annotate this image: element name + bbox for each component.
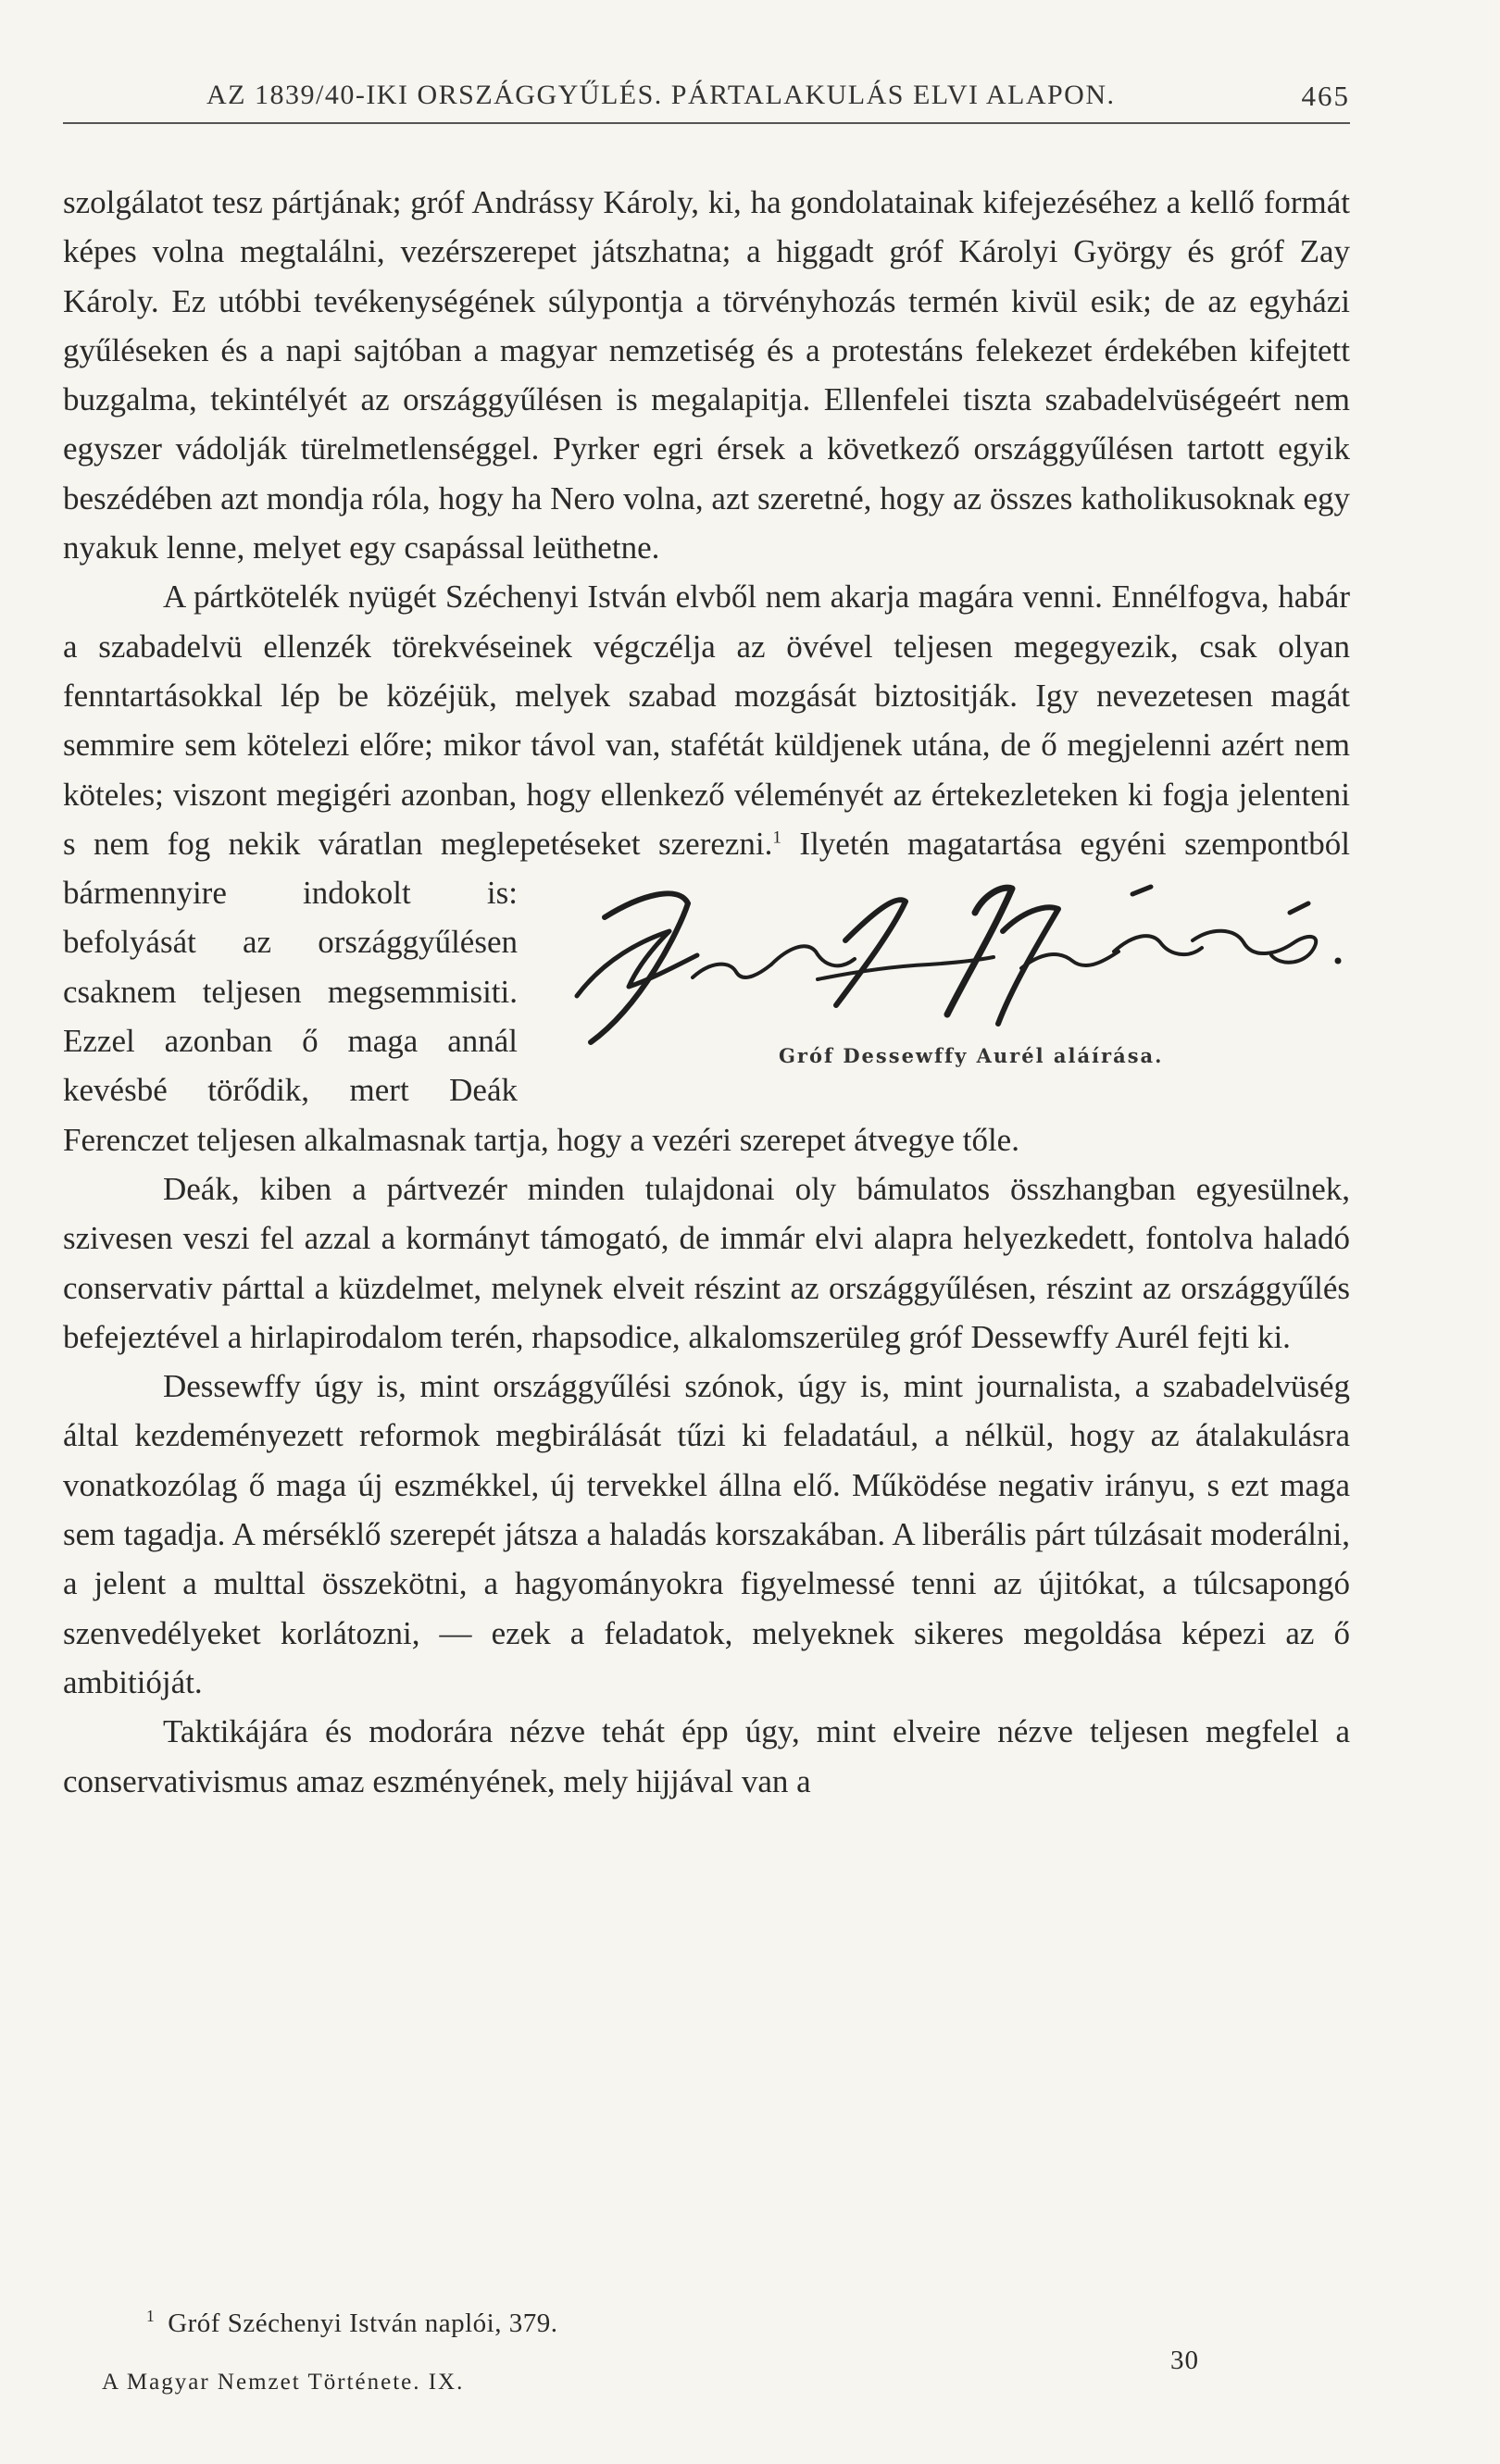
book-page [63,0,1350,2464]
signature-figure [540,876,1350,1098]
sheet-number: 30 [1170,2346,1199,2375]
paragraph-2-part-a: A pártkötelék nyügét Széchenyi István elvből nem akarja magára venni. Ennélfogva, habár a szabadelvü ellenzék törekvéseinek végczélja az övével teljesen megegyezik, csak olyan fenntartásokkal lép be közéjük, melyek szabad mozgását biztositják. Igy nevezetesen magát semmire sem kötelezi előre; mikor távol van, stafétát küldjenek utána, de ő megjelenni azért nem köteles; viszont megigéri azonban, hogy ellenkező véleményét az értekezleteken ki fogja jelenteni s nem fog nekik váratlan meglepetéseket szerezni. [63,579,1350,862]
paragraph-2-part-b: Ilyetén magatartása egyéni szempontból bármennyire indokolt is: befolyását az országgyűlésen csaknem teljesen megsemmisiti. Ezzel azonban ő maga annál kevésbé törődik, mert Deák Ferenczet teljesen alkalmasnak tartja, hogy a vezéri szerepet átvegye tőle. [63,825,1351,1158]
paragraph-2 [63,572,1350,1164]
page-number: 465 [1301,80,1350,112]
paragraph-4: Dessewffy úgy is, mint országgyűlési szónok, úgy is, mint journalista, a szabadelvüség által kezdeményezett reformok megbirálását tűzi ki feladatául, a nélkül, hogy az átalakulásra vonatkozólag ő maga új eszmékkel, új tervekkel állna elő. Működése negativ irányu, s ezt maga sem tagadja. A mérséklő szerepét játsza a haladás korszakában. A liberális párt túlzásait moderálni, a jelent a multtal összekötni, a hagyományokra figyelmessé tenni az újitókat, a túlcsapongó szenvedélyeket korlátozni, — ezek a feladatok, melyeknek sikeres megoldása képezi az ő ambitióját. [63,1368,1350,1700]
handwritten-signature-icon [540,876,1350,1052]
paragraph-5: Taktikájára és modorára nézve tehát épp úgy, mint elveire nézve teljesen megfelel a conservativismus amaz eszményének, mely hijjával van a [63,1713,1350,1799]
header-rule [63,122,1350,124]
book-signature-line: A Magyar Nemzet Története. IX. [102,2370,465,2395]
signature-caption: Gróf Dessewffy Aurél aláírása. [779,1044,1164,1068]
paragraph-3: Deák, kiben a pártvezér minden tulajdonai oly bámulatos összhangban egyesülnek, szivesen veszi fel azzal a kormányt támogató, de immár elvi alapra helyezkedett, fontolva haladó conservativ párttal a küzdelmet, melynek elveit részint az országgyűlésen, részint az országgyűlés befejeztével a hirlapirodalom terén, rhapsodice, alkalomszerüleg gróf Dessewffy Aurél fejti ki. [63,1170,1350,1355]
footnote-text: Gróf Széchenyi István naplói, 379. [168,2308,558,2338]
footnote-mark: 1 [146,2307,156,2326]
footnote-reference[interactable]: 1 [772,828,782,848]
footnote [146,2308,558,2339]
main-text [63,178,1350,1806]
running-title: AZ 1839/40-IKI ORSZÁGGYŰLÉS. PÁRTALAKULÁS ELVI ALAPON. [206,80,1116,110]
paragraph-1: szolgálatot tesz pártjának; gróf Andrássy Károly, ki, ha gondolatainak kifejezéséhez a kellő formát képes volna megtalálni, vezérszerepet játszhatna; a higgadt gróf Károlyi György és gróf Zay Károly. Ez utóbbi tevékenységének súlypontja a törvényhozás termén kivül esik; de az egyházi gyűléseken és a napi sajtóban a magyar nemzetiség és a protestáns felekezet érdekében kifejtett buzgalma, tekintélyét az országgyűlésen is megalapitja. Ellenfelei tiszta szabadelvüségeért nem egyszer vádolják türelmetlenséggel. Pyrker egri érsek a következő országgyűlésen tartott egyik beszédében azt mondja róla, hogy ha Nero volna, azt szeretné, hogy az összes katholikusoknak egy nyakuk lenne, melyet egy csapással leüthetne. [63,184,1350,566]
